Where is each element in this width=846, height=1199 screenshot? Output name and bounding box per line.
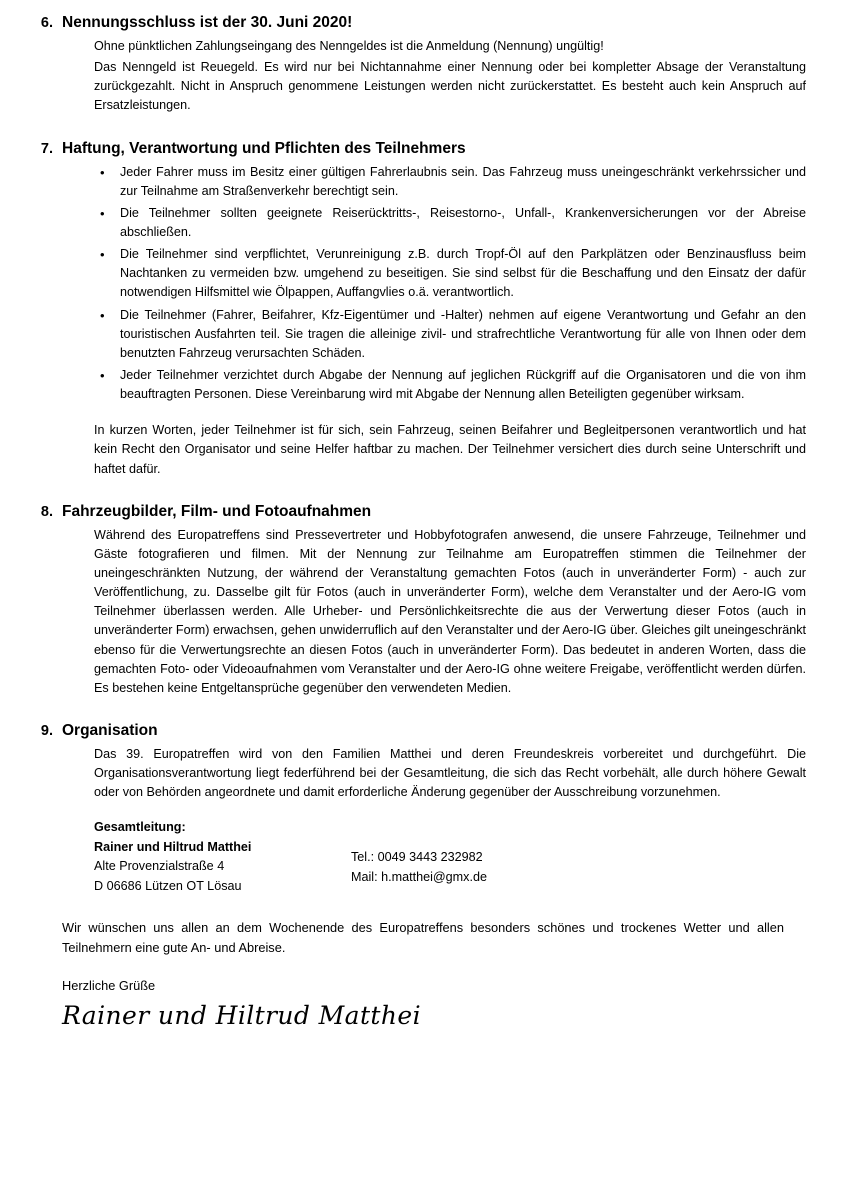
section-9-heading xyxy=(34,722,812,740)
organizer-heading: Gesamtleitung: xyxy=(94,820,186,835)
section-6 xyxy=(34,14,812,116)
closing-block xyxy=(62,918,784,958)
section-6-number: 6. xyxy=(40,15,53,31)
closing-paragraph: Wir wünschen uns allen an dem Wochenende des Europatreffens besonders schönes und trockenes Wetter und allen Teilnehmern eine gute An- und Abreise. xyxy=(62,920,784,956)
list-item xyxy=(94,245,806,302)
organizer-contact-details xyxy=(329,818,812,887)
bullet-dot-icon: • xyxy=(100,367,105,383)
list-item xyxy=(94,163,806,201)
section-8-title: Fahrzeugbilder, Film- und Fotoaufnahmen xyxy=(62,502,372,520)
list-item xyxy=(94,204,806,242)
section-8-paragraph-1: Während des Europatreffens sind Pressevertreter und Hobbyfotografen anwesend, die unsere Fahrzeuge, Teilnehmer und Gäste fotografieren und filmen. Mit der Nennung zur Teilnahme am Europatreffen stimmen die Teilnehmer der uneingeschränkten Nutzung, der während der Veranstaltung gemachten Fotos (auch in unveränderter Form) - auch zur Veröffentlichung, zu. Dasselbe gilt für Fotos (auch in unveränderter Form), welche dem Veranstalter und der Aero-IG vom Teilnehmer überlassen werden. Alle Urheber- und Persönlichkeitsrechte die aus der Verwertung dieser Fotos (auch in unveränderter Form) erwachsen, gehen unwiderruflich auf den Veranstalter und der Aero-IG über. Gleiches gilt uneingeschränkt ebenso für die Verwertungsrechte an diesen Fotos (auch in unveränderter Form). Das bedeutet in anderen Worten, dass die gemachten Foto- oder Videoaufnahmen vom Veranstalter und der Aero-IG ohne weitere Freigabe, veröffentlicht werden dürfen. Es bestehen keine Entgeltansprüche gegenüber den verwendeten Medien. xyxy=(94,527,806,695)
section-6-paragraph-1: Ohne pünktlichen Zahlungseingang des Nenngeldes ist die Anmeldung (Nennung) ungültig! xyxy=(94,39,604,53)
organizer-email[interactable]: Mail: h.matthei@gmx.de xyxy=(351,869,487,884)
organizer-street: Alte Provenzialstraße 4 xyxy=(94,859,225,874)
list-item-text: Die Teilnehmer (Fahrer, Beifahrer, Kfz-Eigentümer und -Halter) nehmen auf eigene Verantwortung und Gefahr an den touristischen Ausfahrten teil. Sie tragen die alleinige zivil- und strafrechtliche Verantwortung für alle von Ihnen oder dem benutzten Fahrzeug verursachten Schäden. xyxy=(120,307,806,360)
section-6-title: Nennungsschluss ist der 30. Juni 2020! xyxy=(62,14,353,31)
section-8-number: 8. xyxy=(40,503,53,520)
bullet-dot-icon: • xyxy=(100,164,105,180)
organizer-name: Rainer und Hiltrud Matthei xyxy=(94,839,252,854)
spacer xyxy=(34,702,812,722)
section-9 xyxy=(34,722,812,896)
organizer-contact-block xyxy=(94,818,812,896)
section-9-paragraph-1: Das 39. Europatreffen wird von den Familien Matthei und deren Freundeskreis vorbereitet und durchgeführt. Die Organisationsverantwortung liegt federführend bei der Gesamtleitung, die sich das Recht vorbehält, alle durch höhere Gewalt oder von Behörden angeordnete und damit erforderliche Änderung gegenüber der Ausschreibung vorzunehmen. xyxy=(94,746,806,800)
list-item-text: Jeder Teilnehmer verzichtet durch Abgabe der Nennung auf jeglichen Rückgriff auf die Organisatoren und die von ihm beauftragten Personen. Diese Vereinbarung wird mit Abgabe der Nennung allen Beteiligten gegenüber wirksam. xyxy=(120,367,806,402)
section-7-number: 7. xyxy=(40,140,53,157)
organizer-city: D 06686 Lützen OT Lösau xyxy=(94,878,242,893)
section-9-title: Organisation xyxy=(62,721,158,739)
section-7 xyxy=(34,140,812,479)
list-item-text: Die Teilnehmer sollten geeignete Reiserücktritts-, Reisestorno-, Unfall-, Krankenversicherungen vor der Abreise abschließen. xyxy=(120,205,806,239)
list-item xyxy=(94,306,806,363)
spacer xyxy=(34,483,812,503)
bullet-dot-icon: • xyxy=(100,205,105,221)
section-6-body xyxy=(94,37,806,116)
section-9-number: 9. xyxy=(40,722,53,739)
section-7-title: Haftung, Verantwortung und Pflichten des Teilnehmers xyxy=(62,139,466,157)
spacer xyxy=(34,120,812,140)
list-item-text: Die Teilnehmer sind verpflichtet, Verunreinigung z.B. durch Tropf-Öl auf den Parkplätzen oder Benzinausfluss beim Nachtanken zu vermeiden bzw. umgehend zu beseitigen. Sie sind selbst für die Beschaffung und den Einsatz der dafür notwendigen Hilfsmittel wie Ölpappen, Auffangvlies o.ä. verantwortlich. xyxy=(120,247,806,300)
regards-line: Herzliche Grüße xyxy=(62,978,156,994)
section-9-body xyxy=(94,745,806,802)
spacer xyxy=(34,407,812,421)
section-7-summary xyxy=(94,421,806,478)
section-7-bullet-list xyxy=(94,163,806,405)
section-8 xyxy=(34,503,812,698)
section-8-body xyxy=(94,526,806,698)
bullet-dot-icon: • xyxy=(100,247,105,263)
organizer-phone: Tel.: 0049 3443 232982 xyxy=(351,850,483,865)
list-item-text: Jeder Fahrer muss im Besitz einer gültigen Fahrerlaubnis sein. Das Fahrzeug muss uneingeschränkt verkehrssicher und zur Teilnahme am Straßenverkehr berechtigt sein. xyxy=(120,164,806,198)
signature: Rainer und Hiltrud Matthei xyxy=(62,1001,421,1031)
bullet-dot-icon: • xyxy=(100,307,105,323)
section-6-paragraph-2: Das Nenngeld ist Reuegeld. Es wird nur bei Nichtannahme einer Nennung oder bei kompletter Absage der Veranstaltung zurückgezahlt. Nicht in Anspruch genommene Leistungen werden nicht zurückerstattet. Es besteht auch kein Anspruch auf Ersatzleistungen. xyxy=(94,60,806,113)
section-7-summary-paragraph: In kurzen Worten, jeder Teilnehmer ist für sich, sein Fahrzeug, seinen Beifahrer und Begleitpersonen verantwortlich und hat kein Recht den Organisator und seine Helfer haftbar zu machen. Der Teilnehmer versichert dies durch seine Unterschrift und haftet dafür. xyxy=(94,423,806,476)
section-7-heading xyxy=(34,140,812,158)
list-item xyxy=(94,366,806,404)
section-6-heading xyxy=(34,14,812,32)
section-8-heading xyxy=(34,503,812,521)
organizer-address xyxy=(94,818,329,896)
